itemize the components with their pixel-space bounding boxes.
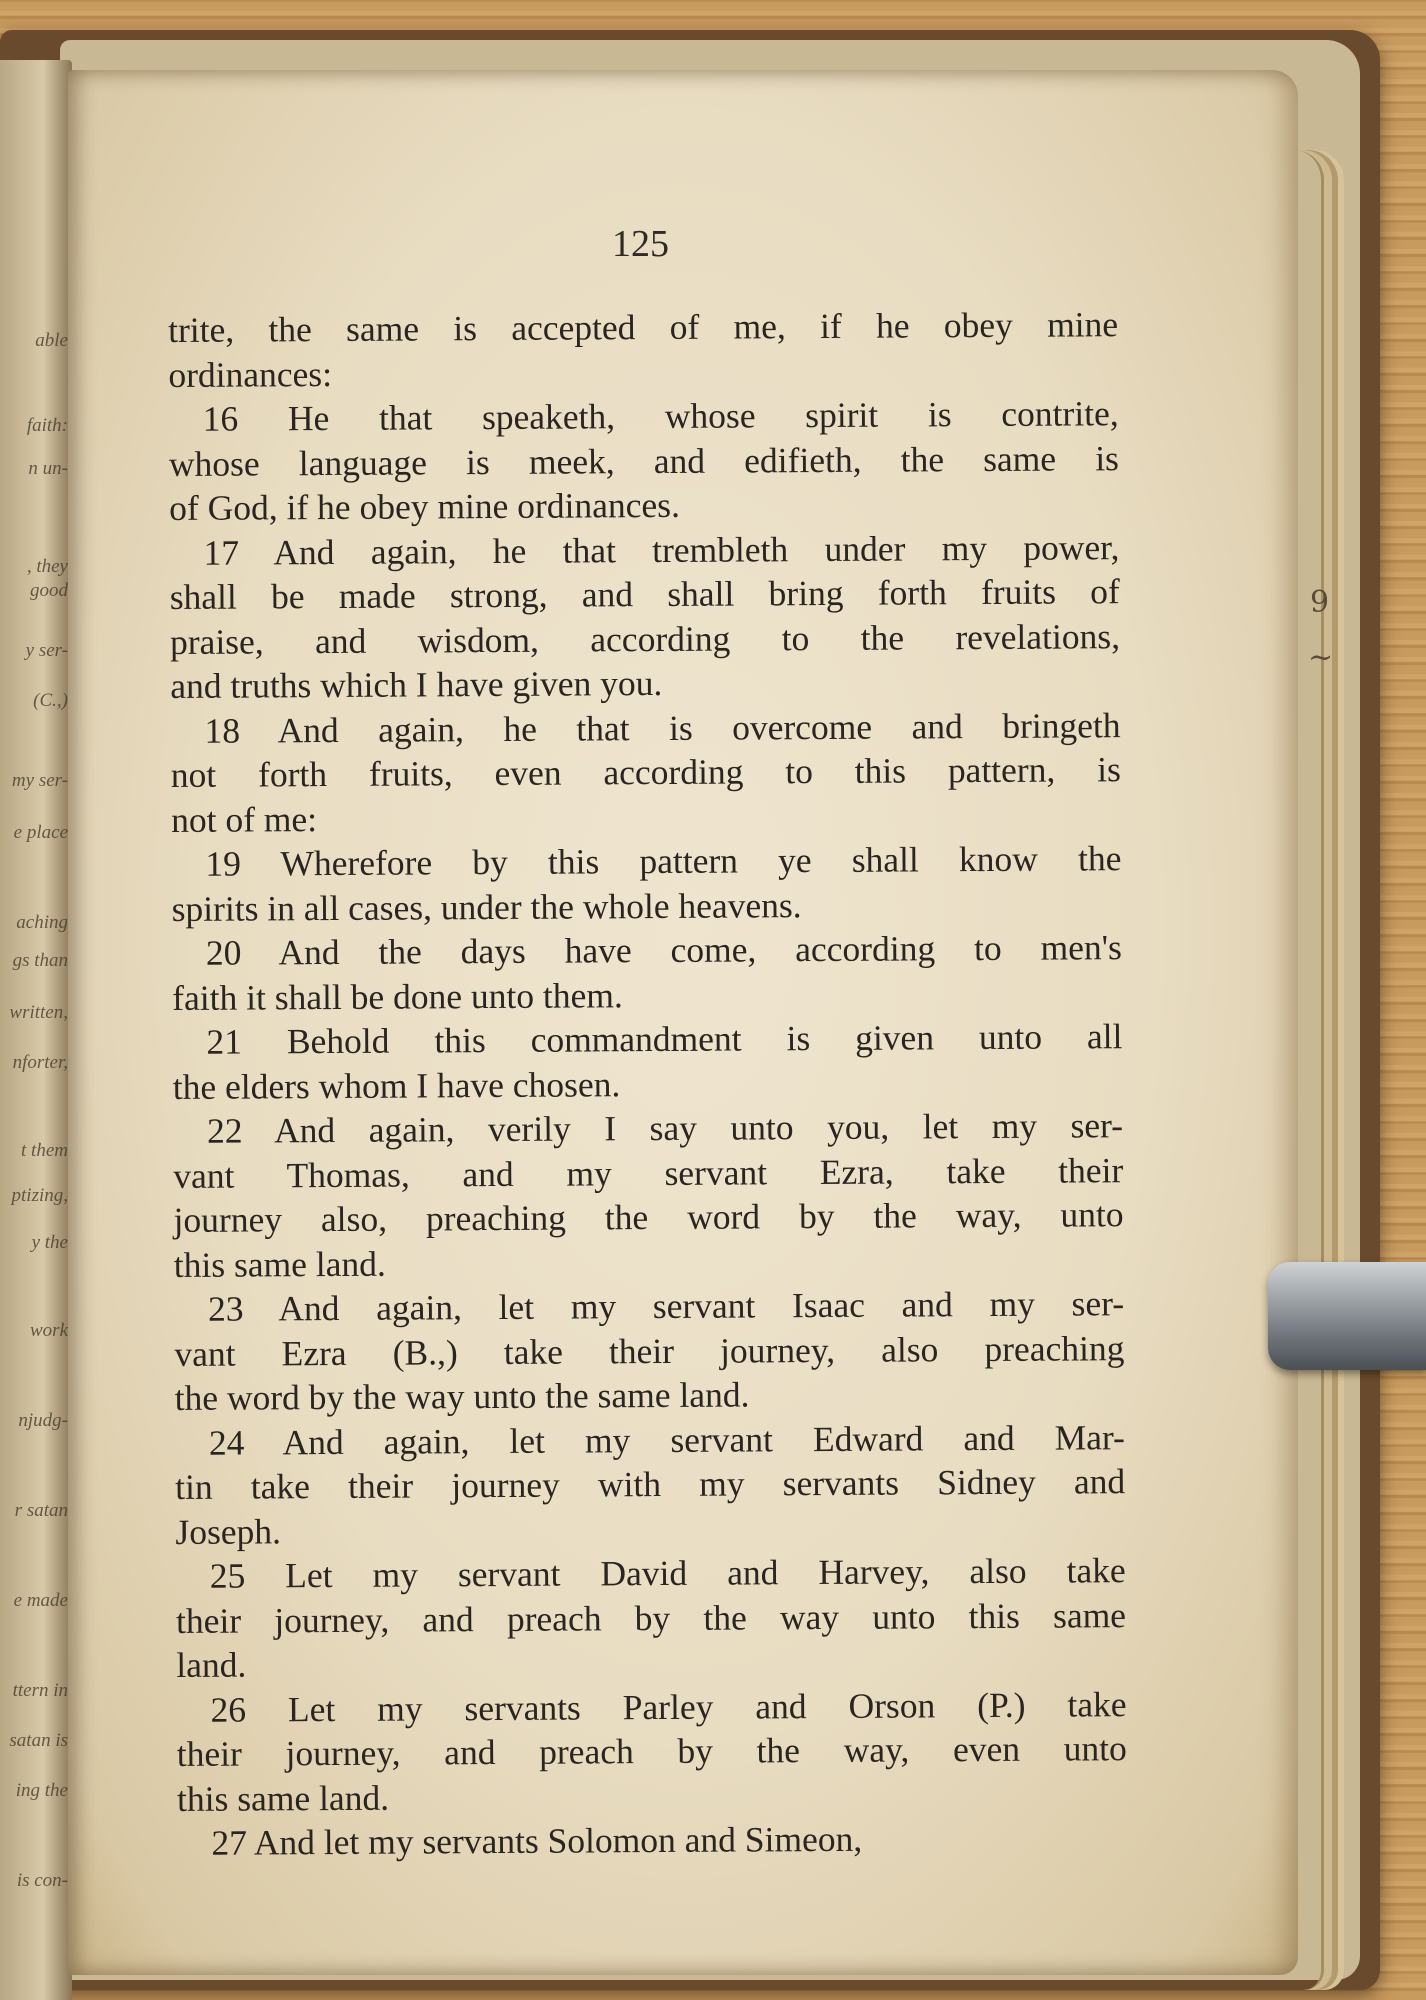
text-line: faith it shall be done unto them. — [172, 974, 623, 1018]
text-line: of God, if he obey mine ordinances. — [169, 484, 681, 528]
left-page-fragment: r satan — [14, 1500, 68, 1521]
page-text — [168, 302, 1127, 1865]
text-line: this same land. — [176, 1777, 390, 1819]
text-line: Joseph. — [175, 1510, 282, 1552]
left-page-fragment: aching — [16, 912, 68, 933]
verse-line: 22 And again, verily I say unto you, let my ser- — [206, 1105, 1124, 1151]
text-line: not of me: — [171, 798, 318, 840]
left-page-fragment: faith: — [26, 415, 68, 436]
text-line: the word by the way unto the same land. — [174, 1374, 750, 1418]
left-page-fragment: y the — [31, 1232, 68, 1253]
left-page-edge — [0, 60, 72, 2000]
text-line: whose language is meek, and edifieth, the same is — [168, 437, 1120, 484]
text-line: journey also, preaching the word by the way, unto — [173, 1194, 1124, 1240]
verse-line: 27 And let my servants Solomon and Simeon, — [211, 1818, 863, 1863]
left-page-fragment: nforter, — [12, 1052, 68, 1073]
text-line: and truths which I have given you. — [170, 662, 663, 706]
text-line: not forth fruits, even according to this pattern, is — [170, 749, 1121, 795]
left-page-fragment: satan is — [9, 1730, 68, 1751]
left-page-fragment: e place — [13, 822, 68, 843]
left-page-fragment: written, — [9, 1002, 68, 1023]
text-line: ordinances: — [168, 353, 333, 395]
knife-blade — [1268, 1262, 1426, 1370]
margin-mark: 9 — [1310, 585, 1330, 620]
text-line: their journey, and preach by the way unto this same — [175, 1594, 1127, 1641]
text-line: shall be made strong, and shall bring forth fruits of — [169, 571, 1120, 617]
left-page-fragment: njudg- — [18, 1410, 68, 1431]
text-line: spirits in all cases, under the whole heavens. — [171, 884, 802, 929]
left-page-fragment: n un- — [28, 458, 68, 479]
text-line: the elders whom I have chosen. — [172, 1063, 621, 1107]
verse-line: 16 He that speaketh, whose spirit is contrite, — [202, 393, 1119, 439]
verse-line: 19 Wherefore by this pattern ye shall know the — [205, 838, 1122, 884]
page-number: 125 — [612, 223, 669, 265]
margin-mark: ~ — [1308, 640, 1334, 675]
left-page-fragment: (C.,) — [33, 690, 68, 711]
text-line: their journey, and preach by the way, even unto — [176, 1728, 1127, 1774]
verse-line: 24 And again, let my servant Edward and Mar- — [208, 1416, 1126, 1463]
verse-line: 18 And again, he that is overcome and bringeth — [204, 704, 1121, 751]
text-line: land. — [176, 1644, 247, 1685]
verse-line: 26 Let my servants Parley and Orson (P.) take — [210, 1683, 1127, 1730]
text-line: this same land. — [173, 1243, 386, 1285]
left-page-fragment: good — [30, 580, 68, 601]
text-line: trite, the same is accepted of me, if he obey mine — [168, 304, 1119, 350]
left-page-fragment: my ser- — [11, 770, 68, 791]
text-line: vant Thomas, and my servant Ezra, take their — [173, 1149, 1124, 1196]
left-page-fragment: is con- — [16, 1870, 68, 1891]
left-page-fragment: t them — [21, 1140, 68, 1161]
left-page-fragment: ing the — [15, 1780, 68, 1801]
text-line: vant Ezra (B.,) take their journey, also preaching — [174, 1327, 1125, 1374]
verse-line: 17 And again, he that trembleth under my power, — [203, 526, 1120, 573]
left-page-fragment: ttern in — [12, 1680, 68, 1701]
verse-line: 25 Let my servant David and Harvey, also take — [209, 1550, 1126, 1596]
verse-line: 21 Behold this commandment is given unto all — [206, 1016, 1123, 1062]
verse-line: 20 And the days have come, according to men's — [205, 927, 1123, 973]
left-page-fragment: able — [35, 330, 68, 351]
text-line: tin take their journey with my servants Sidney and — [175, 1461, 1126, 1507]
text-line: praise, and wisdom, according to the revelations, — [169, 615, 1121, 662]
left-page-fragment: e made — [13, 1590, 68, 1611]
verse-line: 23 And again, let my servant Isaac and my ser- — [207, 1283, 1125, 1329]
left-page-fragment: gs than — [12, 950, 68, 971]
left-page-fragment: , they — [26, 556, 68, 577]
left-page-fragment: work — [30, 1320, 68, 1341]
left-page-fragment: y ser- — [25, 640, 68, 661]
left-page-fragment: ptizing, — [11, 1185, 68, 1206]
